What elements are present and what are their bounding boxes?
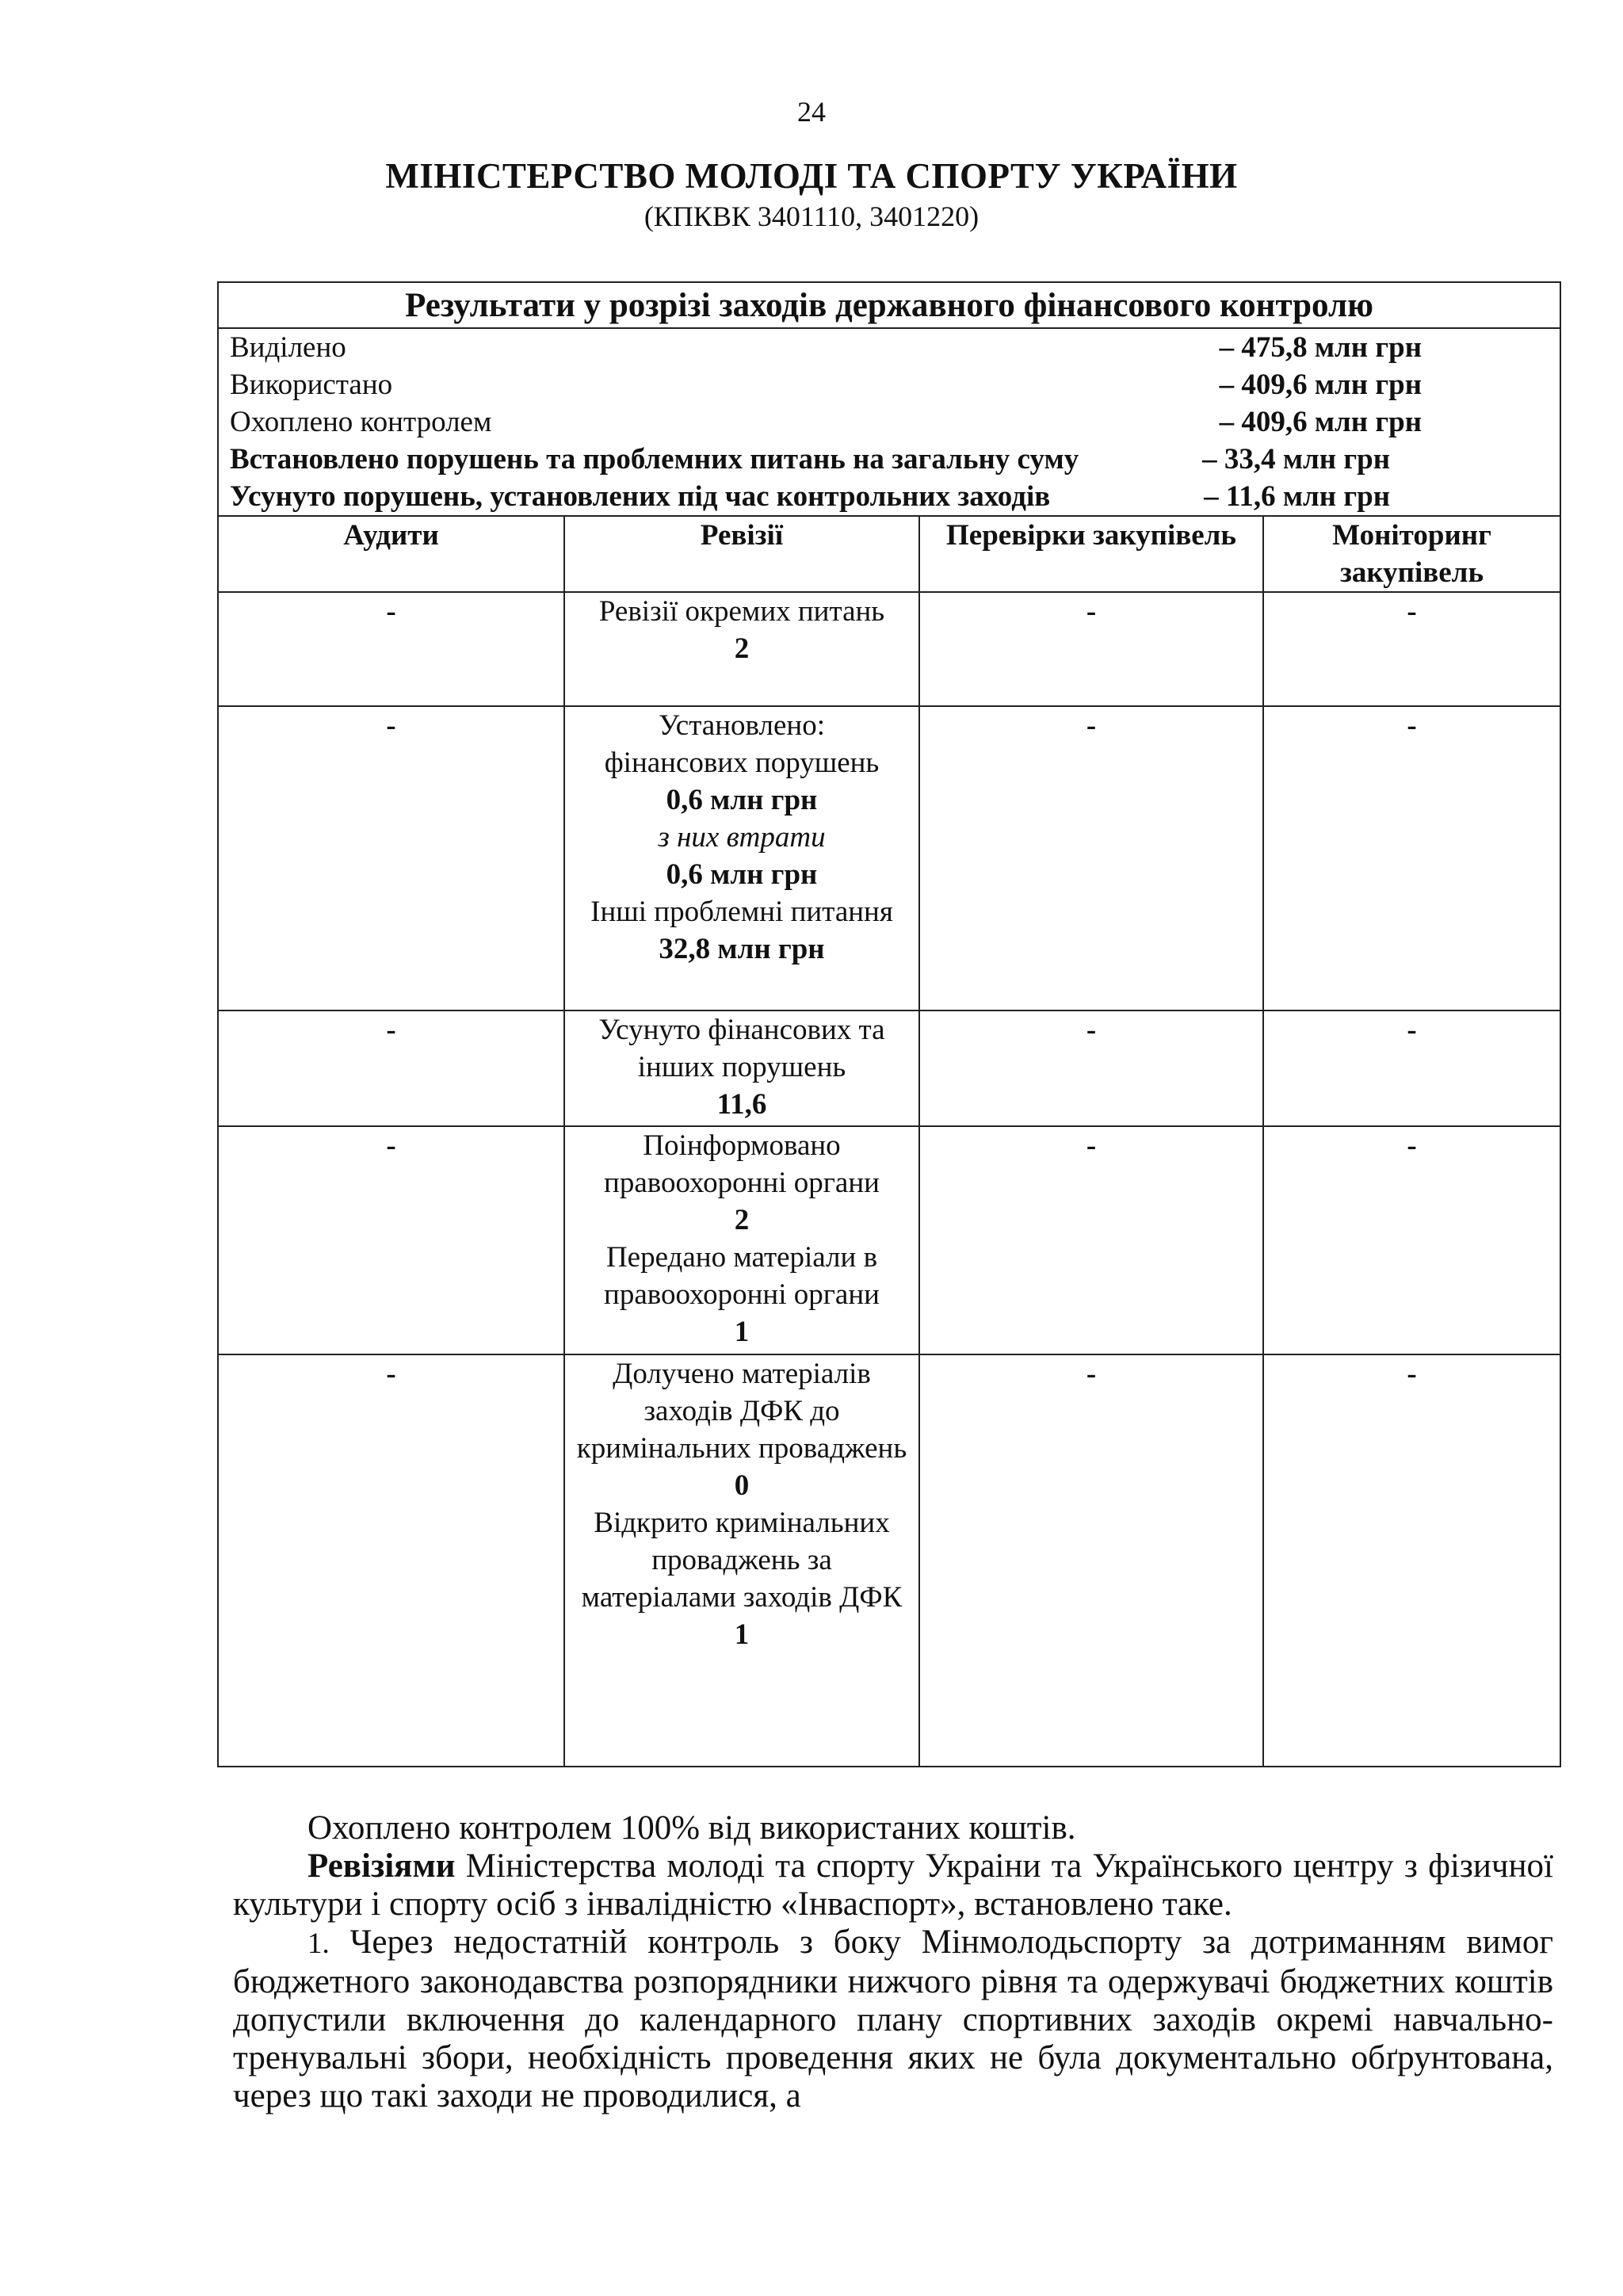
column-header-row [218, 516, 1560, 592]
audits-cell: - [218, 1010, 564, 1126]
summary-allocated-label: Виділено [230, 331, 346, 364]
financial-violations-label: фінансових порушень [604, 747, 880, 779]
table-row [218, 1010, 1560, 1126]
summary-block [218, 328, 1560, 516]
ministry-title: МІНІСТЕРСТВО МОЛОДІ ТА СПОРТУ УКРАЇНИ [385, 156, 1238, 196]
summary-eliminated-label: Усунуто порушень, установлених під час контрольних заходів [230, 480, 1051, 513]
finding-1-paragraph [233, 1924, 1553, 2115]
eliminated-violations-value: 11,6 [716, 1088, 767, 1121]
audits-cell: - [218, 592, 564, 706]
summary-used [230, 366, 1549, 403]
revision-separate-issues-value: 2 [734, 632, 750, 665]
proceedings-opened-value: 1 [734, 1618, 750, 1651]
page-number: 24 [797, 96, 826, 128]
summary-violations [230, 441, 1549, 478]
summary-allocated [230, 329, 1549, 366]
header-audits: Аудити [218, 516, 564, 592]
revisions-cell [564, 592, 919, 706]
revisions-cell [564, 1010, 919, 1126]
summary-eliminated-value: – 11,6 млн грн [1204, 480, 1391, 513]
procurement-checks-cell: - [919, 1126, 1263, 1354]
summary-violations-label: Встановлено порушень та проблемних питань на загальну суму [230, 443, 1079, 476]
materials-attached-label: Долучено матеріалів заходів ДФК до кримінальних проваджень [576, 1358, 907, 1465]
revisions-term: Ревізіями [307, 1847, 456, 1885]
summary-used-label: Використано [230, 369, 393, 401]
header-procurement-checks: Перевірки закупівель [919, 516, 1263, 592]
table-row [218, 706, 1560, 1010]
other-issues-label: Інші проблемні питання [590, 896, 893, 928]
audits-cell: - [218, 1126, 564, 1354]
revision-separate-issues-label: Ревізії окремих питань [598, 595, 885, 628]
procurement-checks-cell: - [919, 592, 1263, 706]
summary-covered-label: Охоплено контролем [230, 406, 492, 438]
summary-eliminated [230, 478, 1549, 515]
losses-value: 0,6 млн грн [666, 858, 818, 891]
procurement-checks-cell: - [919, 1354, 1263, 1767]
other-issues-value: 32,8 млн грн [659, 933, 825, 965]
header-procurement-monitoring: Моніторинг закупівель [1263, 516, 1560, 592]
materials-transferred-value: 1 [734, 1316, 750, 1348]
summary-allocated-value: – 475,8 млн грн [1219, 331, 1423, 364]
materials-attached-value: 0 [734, 1469, 750, 1502]
summary-row [218, 328, 1560, 516]
table-caption-row [218, 282, 1560, 328]
budget-program-codes: (КПКВК 3401110, 3401220) [643, 201, 980, 232]
summary-covered [230, 403, 1549, 441]
results-table [217, 281, 1561, 1767]
revisions-cell [564, 706, 919, 1010]
header-revisions: Ревізії [564, 516, 919, 592]
procurement-checks-cell: - [919, 1010, 1263, 1126]
audits-cell: - [218, 706, 564, 1010]
finding-number: 1. [307, 1927, 330, 1960]
procurement-monitoring-cell: - [1263, 1354, 1560, 1767]
financial-violations-value: 0,6 млн грн [666, 784, 818, 816]
audits-cell: - [218, 1354, 564, 1767]
eliminated-violations-label: Усунуто фінансових та інших порушень [598, 1014, 885, 1083]
table-row [218, 1126, 1560, 1354]
coverage-paragraph: Охоплено контролем 100% від використаних коштів. [307, 1809, 1076, 1847]
procurement-monitoring-cell: - [1263, 1010, 1560, 1126]
informed-authorities-label: Поінформовано правоохоронні органи [604, 1129, 880, 1199]
table-caption: Результати у розрізі заходів державного фінансового контролю [218, 282, 1560, 328]
table-row [218, 1354, 1560, 1767]
summary-used-value: – 409,6 млн грн [1219, 369, 1423, 401]
revisions-text: Міністерства молоді та спорту Украіни та Українського центру з фізичної культури і спорту осіб з інвалідністю «Інваспорт», встановлено таке. [233, 1847, 1553, 1923]
established-label: Установлено: [659, 709, 825, 742]
body-text [233, 1809, 1553, 2115]
materials-transferred-label: Передано матеріали в правоохоронні органи [604, 1241, 880, 1311]
procurement-checks-cell: - [919, 706, 1263, 1010]
losses-label: з них втрати [658, 821, 826, 854]
proceedings-opened-label: Відкрито кримінальних проваджень за матеріалами заходів ДФК [581, 1507, 903, 1614]
procurement-monitoring-cell: - [1263, 706, 1560, 1010]
revisions-paragraph [233, 1847, 1553, 1924]
table-row [218, 592, 1560, 706]
procurement-monitoring-cell: - [1263, 1126, 1560, 1354]
summary-covered-value: – 409,6 млн грн [1219, 406, 1423, 438]
informed-authorities-value: 2 [734, 1204, 750, 1236]
revisions-cell [564, 1126, 919, 1354]
revisions-cell [564, 1354, 919, 1767]
summary-violations-value: – 33,4 млн грн [1202, 443, 1391, 476]
finding-text: Через недостатній контроль з боку Мінмолодьспорту за дотриманням вимог бюджетного законодавства розпорядники нижчого рівня та одержувачі бюджетних коштів допустили включення до календарного плану спортивних заходів окремі навчально-тренувальні збори, необхідність проведення яких не була документально обґрунтована, через що такі заходи не проводилися, а [233, 1924, 1553, 2115]
procurement-monitoring-cell: - [1263, 592, 1560, 706]
